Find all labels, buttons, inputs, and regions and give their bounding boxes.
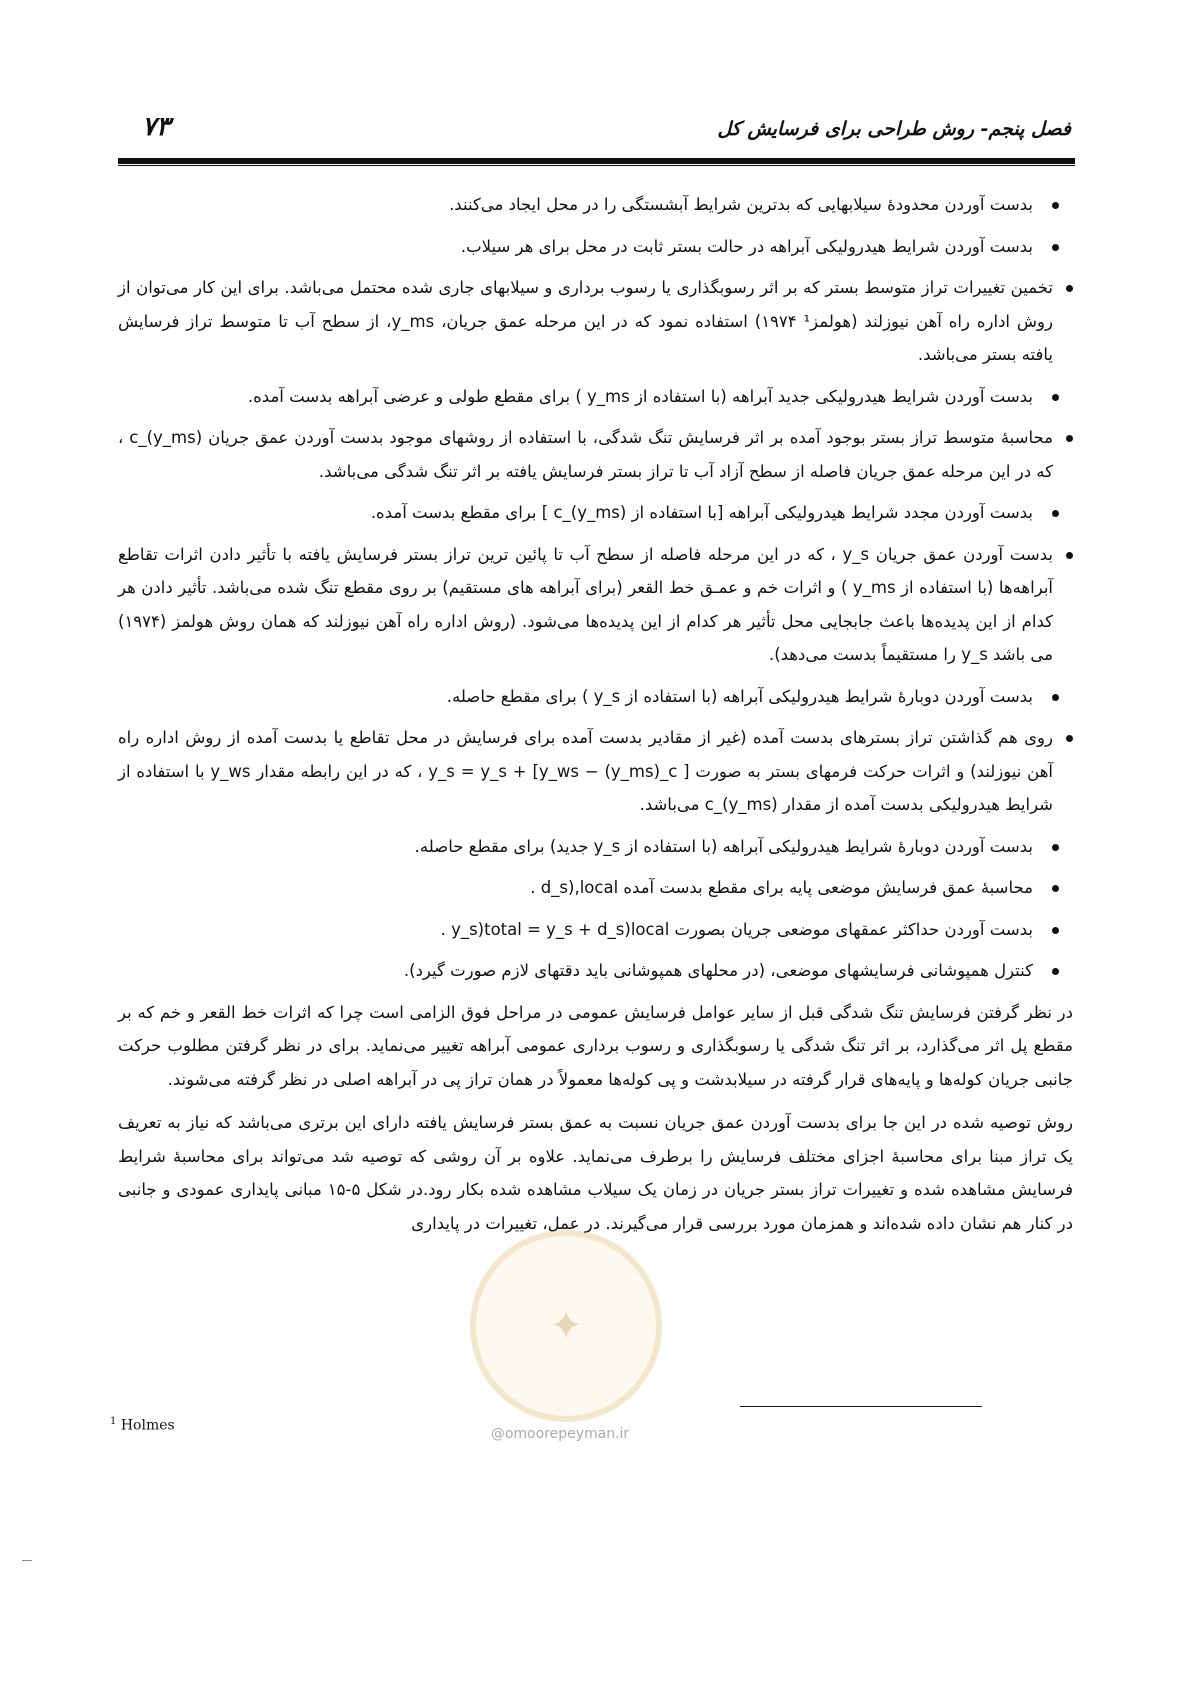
running-header: فصل پنجم- روش طراحی برای فرسایش کل bbox=[717, 118, 1071, 140]
footnote bbox=[110, 1416, 175, 1434]
list-item: بدست آوردن دوبارهٔ شرایط هیدرولیکی آبراهه (با استفاده از y_s ) برای مقطع حاصله. bbox=[118, 680, 1073, 714]
margin-mark bbox=[22, 1560, 32, 1561]
page-number: ۷۳ bbox=[142, 112, 170, 142]
bullet-icon bbox=[1052, 394, 1059, 401]
list-item: روی هم گذاشتن تراز بسترهای بدست آمده (غیر از مقادیر بدست آمده برای فرسایش در محل تقاطع یا بدست آمده از روش اداره راه آهن نیوزلند) و اثرات حرکت فرمهای بستر به صورت [ y_s = y_s + [y_ws − (y_ms)_c ، که در این رابطه مقدار y_ws با استفاده از شرایط هیدرولیکی بدست آمده از مقدار (y_ms)_c می‌باشد. bbox=[118, 721, 1073, 822]
bullet-icon bbox=[1052, 927, 1059, 934]
list-item: بدست آوردن شرایط هیدرولیکی جدید آبراهه (با استفاده از y_ms ) برای مقطع طولی و عرضی آبراهه بدست آمده. bbox=[118, 380, 1073, 414]
bullet-icon bbox=[1052, 694, 1059, 701]
bullet-icon bbox=[1052, 968, 1059, 975]
bullet-icon bbox=[1066, 735, 1073, 742]
header-rule bbox=[118, 158, 1075, 164]
list-item: بدست آوردن محدودهٔ سیلابهایی که بدترین شرایط آبشستگی را در محل ایجاد می‌کنند. bbox=[118, 188, 1073, 222]
list-item: بدست آوردن مجدد شرایط هیدرولیکی آبراهه [با استفاده از (y_ms)_c ] برای مقطع بدست آمده. bbox=[118, 496, 1073, 530]
watermark-text: @omoorepeyman.ir bbox=[490, 1426, 630, 1442]
bullet-list bbox=[118, 188, 1073, 988]
list-item: بدست آوردن حداکثر عمقهای موضعی جریان بصورت y_s)total = y_s + d_s)local . bbox=[118, 913, 1073, 947]
bullet-icon bbox=[1052, 510, 1059, 517]
body-paragraph: در نظر گرفتن فرسایش تنگ شدگی قبل از سایر عوامل فرسایش عمومی در مراحل فوق الزامی است چرا که اثرات خط القعر و خم که بر مقطع پل اثر می‌گذارد، بر اثر تنگ شدگی یا رسوبگذاری و رسوب برداری عمومی آبراهه تغییر می‌نماید. برای در نظر گرفتن مطلوب حرکت جانبی جریان کوله‌ها و پایه‌های قرار گرفته در سیلابدشت و پی کوله‌ها معمولاً در همان تراز پی در آبراهه اصلی در نظر گرفته می‌شوند. bbox=[118, 1002, 1073, 1089]
bullet-icon bbox=[1052, 844, 1059, 851]
footnote-text: Holmes bbox=[120, 1417, 175, 1434]
footnote-marker: 1 bbox=[110, 1416, 117, 1427]
list-item: بدست آوردن عمق جریان y_s ، که در این مرحله فاصله از سطح آب تا پائین ترین تراز بستر فرسایش یافته با تأثیر دادن اثرات تقاطع آبراهه‌ها (با استفاده از y_ms ) و اثرات خم و عمـق خط القعر (برای آبراهه های مستقیم) بر روی مقطع تنگ شده می‌باشد. تأثیر دادن هر کدام از این پدیده‌ها باعث جابجایی محل تأثیر هر کدام از این پدیده‌ها می‌شود. (روش اداره راه آهن نیوزلند که همان روش هولمز (۱۹۷۴) می باشد y_s را مستقیماً بدست می‌دهد). bbox=[118, 538, 1073, 672]
footnote-rule bbox=[740, 1406, 982, 1407]
list-item: کنترل همپوشانی فرسایشهای موضعی، (در محلهای همپوشانی باید دقتهای لازم صورت گیرد). bbox=[118, 954, 1073, 988]
page-body bbox=[118, 188, 1073, 1250]
bullet-icon bbox=[1052, 202, 1059, 209]
watermark-seal-icon: ✦ bbox=[470, 1230, 662, 1422]
list-item: تخمین تغییرات تراز متوسط بستر که بر اثر رسوبگذاری یا رسوب برداری و سیلابهای جاری شده محتمل می‌باشد. برای این کار می‌توان از روش اداره راه آهن نیوزلند (هولمز¹ ۱۹۷۴) استفاده نمود که در این مرحله عمق جریان، y_ms، از سطح آب تا متوسط تراز فرسایش یافته بستر می‌باشد. bbox=[118, 271, 1073, 372]
body-paragraph: روش توصیه شده در این جا برای بدست آوردن عمق جریان نسبت به عمق بستر فرسایش یافته دارای این برتری می‌باشد که نیاز به تعریف یک تراز مبنا برای محاسبهٔ اجزای مختلف فرسایش را برطرف می‌نماید. علاوه بر آن روشی که توصیه شد می‌تواند برای محاسبهٔ شرایط فرسایش مشاهده شده و تغییرات تراز بستر جریان در زمان یک سیلاب مشاهده شده بکار رود.در شکل ۵-۱۵ مبانی پایداری عمودی و جانبی در کنار هم نشان داده شده‌اند و همزمان مورد بررسی قرار می‌گیرند. در عمل، تغییرات در پایداری bbox=[118, 1113, 1073, 1233]
list-item: محاسبهٔ متوسط تراز بستر بوجود آمده بر اثر فرسایش تنگ شدگی، با استفاده از روشهای موجود بدست آوردن عمق جریان (y_ms)_c ، که در این مرحله عمق جریان فاصله از سطح آزاد آب تا تراز بستر فرسایش یافته بر اثر تنگ شدگی می‌باشد. bbox=[118, 421, 1073, 488]
bullet-icon bbox=[1052, 244, 1059, 251]
bullet-icon bbox=[1066, 552, 1073, 559]
bullet-icon bbox=[1066, 435, 1073, 442]
list-item: بدست آوردن دوبارهٔ شرایط هیدرولیکی آبراهه (با استفاده از y_s جدید) برای مقطع حاصله. bbox=[118, 830, 1073, 864]
list-item: محاسبهٔ عمق فرسایش موضعی پایه برای مقطع بدست آمده d_s),local . bbox=[118, 871, 1073, 905]
list-item: بدست آوردن شرایط هیدرولیکی آبراهه در حالت بستر ثابت در محل برای هر سیلاب. bbox=[118, 230, 1073, 264]
bullet-icon bbox=[1066, 285, 1073, 292]
bullet-icon bbox=[1052, 885, 1059, 892]
